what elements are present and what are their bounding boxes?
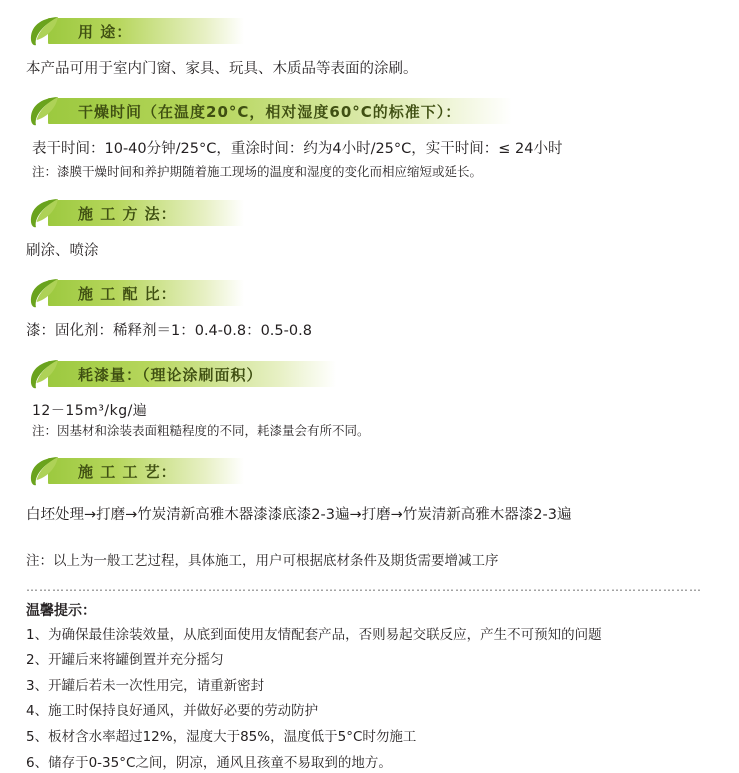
section-title: 干燥时间（在温度20°C，相对湿度60°C的标准下）： [78, 103, 462, 122]
section-title: 施 工 配 比： [78, 285, 177, 304]
leaf-icon [28, 94, 62, 128]
section-title: 耗漆量：（理论涂刷面积） [78, 365, 263, 384]
dotted-divider: ………………………………………………………………………………………………………………………………………… [26, 579, 702, 594]
section-title: 施 工 工 艺： [78, 463, 177, 482]
section-body-text: 12－15m³/kg/遍 [32, 402, 148, 419]
tips-item: 4、施工时保持良好通风，并做好必要的劳动防护 [26, 703, 319, 720]
leaf-icon [28, 196, 62, 230]
section-title: 施 工 方 法： [78, 204, 177, 223]
section-heading-method [18, 196, 721, 230]
section-note-text: 注：以上为一般工艺过程，具体施工，用户可根据底材条件及期货需要增减工序 [26, 552, 499, 569]
leaf-icon [28, 276, 62, 310]
section-heading-consumption [18, 357, 721, 391]
section-heading-process [18, 454, 721, 488]
tips-item: 3、开罐后若未一次性用完，请重新密封 [26, 677, 265, 694]
section-heading-ratio [18, 276, 721, 310]
section-heading-dry-time [18, 94, 721, 128]
tips-item: 6、储存于0-35°C之间，阴凉，通风且孩童不易取到的地方。 [26, 754, 392, 771]
section-body-text: 白坯处理→打磨→竹炭清新高雅木器漆漆底漆2-3遍→打磨→竹炭清新高雅木器漆2-3遍 [26, 507, 572, 524]
section-body-text: 本产品可用于室内门窗、家具、玩具、木质品等表面的涂刷。 [26, 61, 418, 77]
section-note-text: 注：因基材和涂装表面粗糙程度的不同，耗漆量会有所不同。 [32, 422, 370, 438]
tips-title: 温馨提示： [26, 602, 96, 619]
leaf-icon [28, 454, 62, 488]
leaf-icon [28, 357, 62, 391]
tips-item: 2、开罐后来将罐倒置并充分摇匀 [26, 652, 224, 669]
section-title: 用 途： [78, 23, 133, 41]
section-body-text: 表干时间：10-40分钟/25°C，重涂时间：约为4小时/25°C，实干时间：≤ 24小时 [32, 141, 563, 158]
tips-item: 5、板材含水率超过12%，湿度大于85%，温度低于5°C时勿施工 [26, 729, 417, 746]
document-page [0, 14, 739, 771]
section-heading-use [18, 14, 721, 48]
section-body-text: 刷涂、喷涂 [26, 242, 99, 259]
tips-item: 1、为确保最佳涂装效量，从底到面使用友情配套产品，否则易起交联反应，产生不可预知的问题 [26, 626, 602, 643]
section-note-text: 注：漆膜干燥时间和养护期随着施工现场的温度和湿度的变化而相应缩短或延长。 [32, 163, 483, 179]
section-body-text: 漆：固化剂：稀释剂＝1：0.4-0.8：0.5-0.8 [26, 323, 312, 340]
leaf-icon [28, 14, 62, 48]
